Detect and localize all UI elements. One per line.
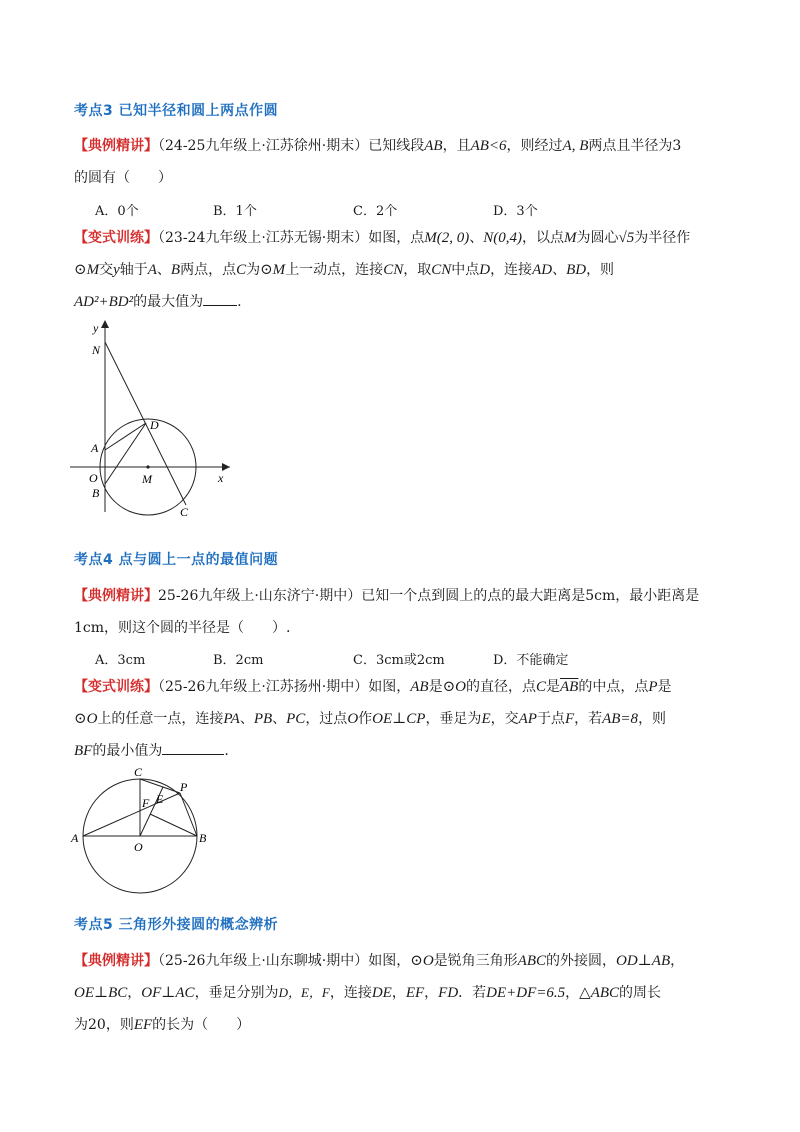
label-e: E (156, 792, 164, 806)
option-b: B．2cm (213, 653, 264, 668)
variant-tag: 【变式训练】 (74, 679, 158, 695)
y-axis-arrow (101, 320, 109, 328)
label-o: O (89, 471, 98, 485)
option-a: A．3cm (95, 653, 146, 668)
option-d: D．不能确定 (493, 653, 569, 668)
label-n: N (92, 343, 101, 357)
label-c: C (180, 505, 189, 519)
section-3-title: 考点3 已知半径和圆上两点作圆 (74, 103, 279, 119)
answer-blank (162, 740, 224, 755)
label-d: D (150, 418, 159, 432)
label-m: M (142, 472, 152, 486)
label-y: y (93, 321, 99, 335)
section-5-example: 【典例精讲】（25-26九年级上·山东聊城·期中）如图，⊙O是锐角三角形ABC的外接圆，OD⊥AB， OE⊥BC，OF⊥AC，垂足分别为D，E，F，连接DE，EF，FD．若DE+DF=6.5，△ABC的周长 为20，则EF的长为（ ） (74, 953, 685, 1033)
variant-tag: 【变式训练】 (74, 230, 158, 246)
section-4-title: 考点4 点与圆上一点的最值问题 (74, 552, 279, 568)
option-b: B．1个 (213, 204, 257, 219)
label-b: B (199, 831, 207, 845)
segment-cp (140, 779, 180, 793)
option-c: C．3cm或2cm (353, 653, 445, 668)
label-c: C (134, 765, 143, 779)
label-a: A (91, 441, 99, 455)
example-tag: 【典例精讲】 (74, 138, 158, 154)
x-axis-arrow (222, 463, 230, 471)
label-b: B (92, 486, 100, 500)
section-4-variant: 【变式训练】（25-26九年级上·江苏扬州·期中）如图，AB是⊙O的直径，点C是$\overline{AB}$的中点，点P是 ⊙O上的任意一点，连接PA、PB、PC，过点O作OE⊥CP，垂足为E，交AP于点F，若AB=8，则 BF的最小值为 . (74, 679, 672, 759)
label-f: F (142, 796, 150, 810)
section-4-options (0, 649, 720, 669)
option-a: A．0个 (95, 204, 139, 219)
segment-pa (83, 793, 180, 836)
label-a: A (71, 831, 79, 845)
example-tag: 【典例精讲】 (74, 953, 158, 969)
label-x: x (218, 471, 224, 485)
section-3-variant: 【变式训练】（23-24九年级上·江苏无锡·期末）如图，点M(2, 0)、N(0,4)，以点M为圆心√5为半径作 ⊙M交y轴于A、B两点，点C为⊙M上一动点，连接CN，取CN中点D，连接AD、BD，则 AD²+BD²的最大值为 . (74, 230, 691, 310)
figure-circle-o (66, 764, 216, 896)
section-5-title: 考点5 三角形外接圆的概念辨析 (74, 917, 279, 933)
option-d: D．3个 (493, 204, 538, 219)
point-m (146, 465, 149, 468)
option-c: C．2个 (353, 204, 398, 219)
segment-bd (105, 423, 146, 484)
answer-blank (203, 291, 237, 306)
figure-circle-m (60, 316, 250, 526)
section-4-example: 【典例精讲】25-26九年级上·山东济宁·期中）已知一个点到圆上的点的最大距离是5cm，最小距离是 1cm，则这个圆的半径是（ ）. (74, 588, 700, 636)
section-3-example: 【典例精讲】（24-25九年级上·江苏徐州·期末）已知线段AB，且AB<6，则经过A, B两点且半径为3 的圆有（ ） (74, 138, 682, 186)
label-p: P (180, 780, 188, 794)
example-tag: 【典例精讲】 (74, 588, 158, 604)
label-o: O (134, 840, 143, 854)
section-3-options (0, 200, 720, 220)
